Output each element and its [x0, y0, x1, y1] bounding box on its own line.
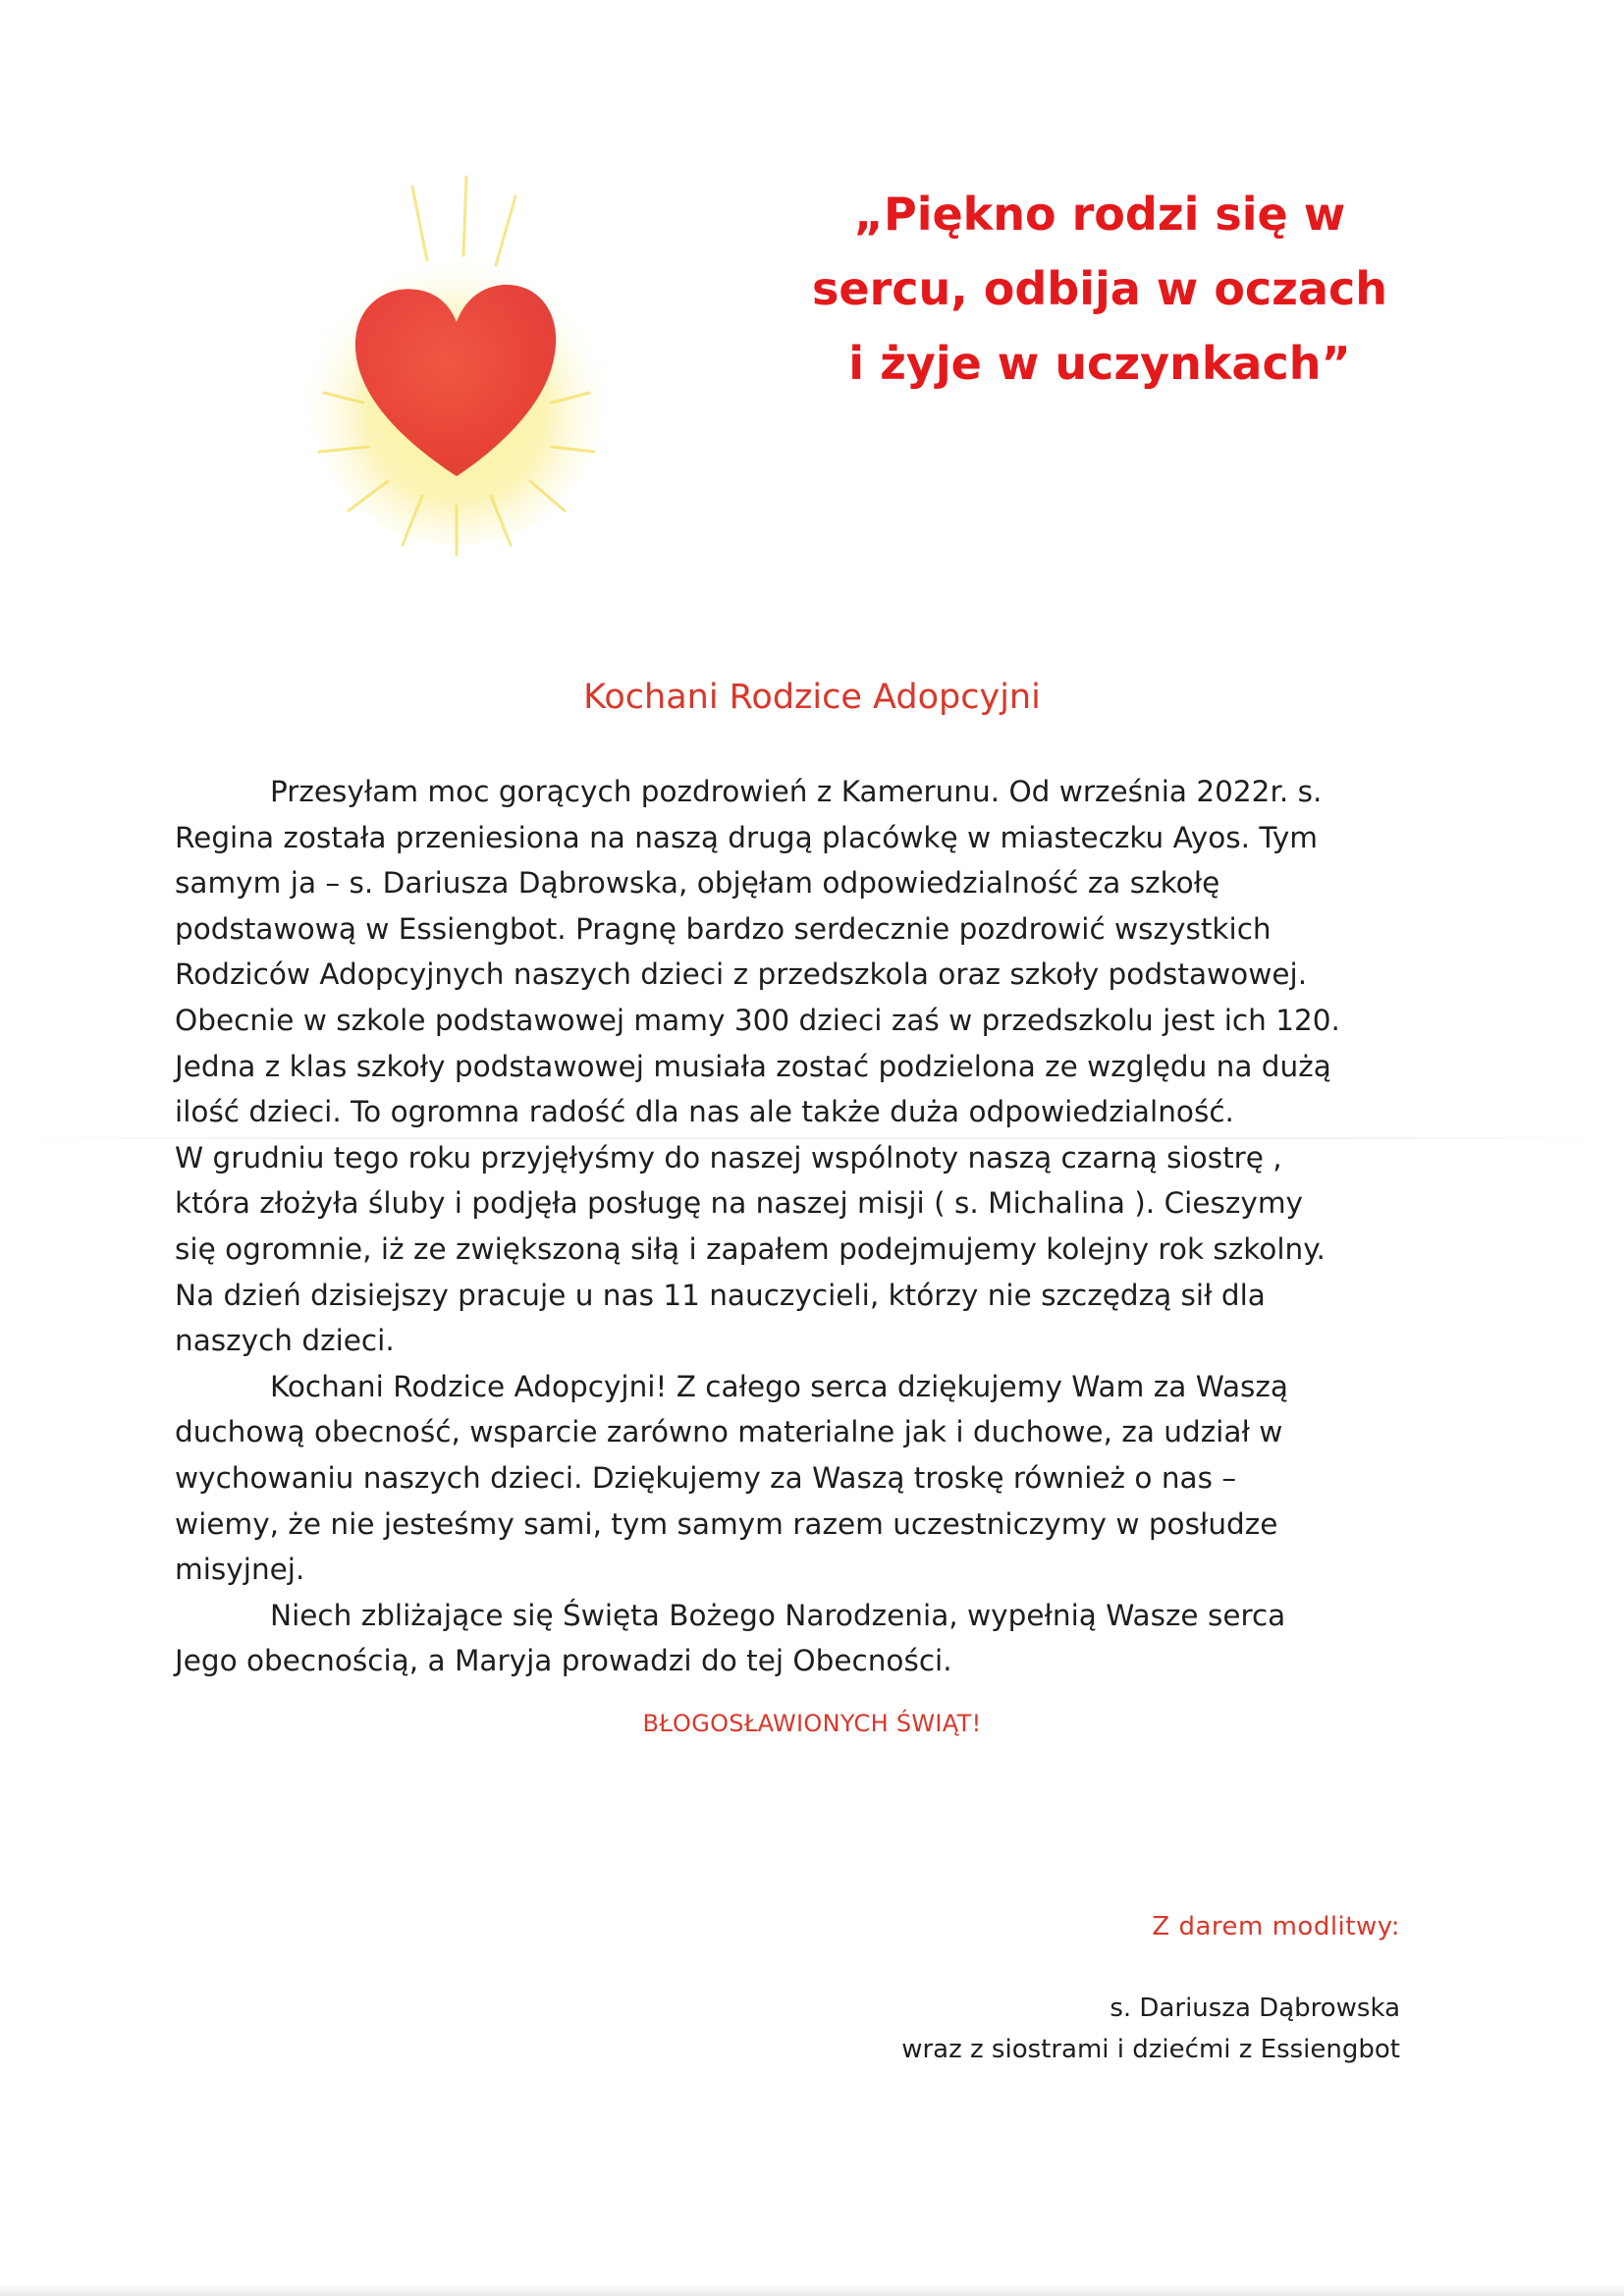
letter-line: duchową obecność, wsparcie zarówno materialne jak i duchowe, za udział w	[175, 1415, 1283, 1449]
signature-affiliation: wraz z siostrami i dziećmi z Essiengbot	[901, 2035, 1400, 2064]
letter-line: ilość dzieci. To ogromna radość dla nas ale także duża odpowiedzialność.	[175, 1095, 1234, 1129]
letter-line: wiemy, że nie jesteśmy sami, tym samym razem uczestniczymy w posłudze	[175, 1506, 1278, 1541]
letter-line: Przesyłam moc gorących pozdrowień z Kamerunu. Od września 2022r. s.	[270, 775, 1323, 808]
christmas-wishes: BŁOGOSŁAWIONYCH ŚWIĄT!	[642, 1710, 982, 1737]
letter-line: podstawową w Essiengbot. Pragnę bardzo serdecznie pozdrowić wszystkich	[175, 911, 1272, 946]
letter-line: Obecnie w szkole podstawowej mamy 300 dzieci zaś w przedszkolu jest ich 120.	[175, 1003, 1340, 1037]
letter-closing: Z darem modlitwy:	[1152, 1912, 1400, 1941]
letter-line: W grudniu tego roku przyjęłyśmy do naszej wspólnoty naszą czarną siostrę ,	[175, 1140, 1282, 1175]
letter-line: naszych dzieci.	[175, 1324, 395, 1358]
letter-line: wychowaniu naszych dzieci. Dziękujemy za Waszą troskę również o nas –	[175, 1460, 1237, 1495]
letter-line: Jedna z klas szkoły podstawowej musiała zostać podzielona ze względu na dużą	[175, 1049, 1331, 1083]
letter-greeting: Kochani Rodzice Adopcyjni	[583, 678, 1041, 717]
scan-edge	[0, 2284, 1624, 2296]
heart-icon	[295, 167, 609, 560]
letter-line: Kochani Rodzice Adopcyjni! Z całego serca dziękujemy Wam za Waszą	[270, 1369, 1288, 1403]
letter-signature	[901, 1988, 1400, 2070]
motto-line: „Piękno rodzi się w	[853, 188, 1346, 241]
signature-name: s. Dariusza Dąbrowska	[1110, 1994, 1400, 2023]
letter-line: Jego obecnością, a Maryja prowadzi do tej Obecności.	[175, 1644, 952, 1678]
letter-line: Regina została przeniesiona na naszą drugą placówkę w miasteczku Ayos. Tym	[175, 820, 1319, 854]
letter-line: Rodziców Adopcyjnych naszych dzieci z przedszkola oraz szkoły podstawowej.	[175, 957, 1308, 992]
letter-line: która złożyła śluby i podjęła posługę na naszej misji ( s. Michalina ). Cieszymy	[175, 1186, 1304, 1221]
letter-body	[175, 769, 1412, 1684]
letter-line: Niech zbliżające się Święta Bożego Narodzenia, wypełnią Wasze serca	[270, 1598, 1286, 1632]
letter-line: samym ja – s. Dariusza Dąbrowska, objęłam odpowiedzialność za szkołę	[175, 866, 1220, 901]
paper-fold	[0, 1137, 1624, 1139]
letter-line: się ogromnie, iż ze zwiększoną siłą i zapałem podejmujemy kolejny rok szkolny.	[175, 1231, 1326, 1266]
letter-line: misyjnej.	[175, 1553, 305, 1587]
motto-quote	[766, 177, 1434, 401]
motto-line: sercu, odbija w oczach	[811, 262, 1388, 315]
letter-line: Na dzień dzisiejszy pracuje u nas 11 nauczycieli, którzy nie szczędzą sił dla	[175, 1278, 1266, 1312]
motto-line: i żyje w uczynkach”	[848, 337, 1351, 390]
